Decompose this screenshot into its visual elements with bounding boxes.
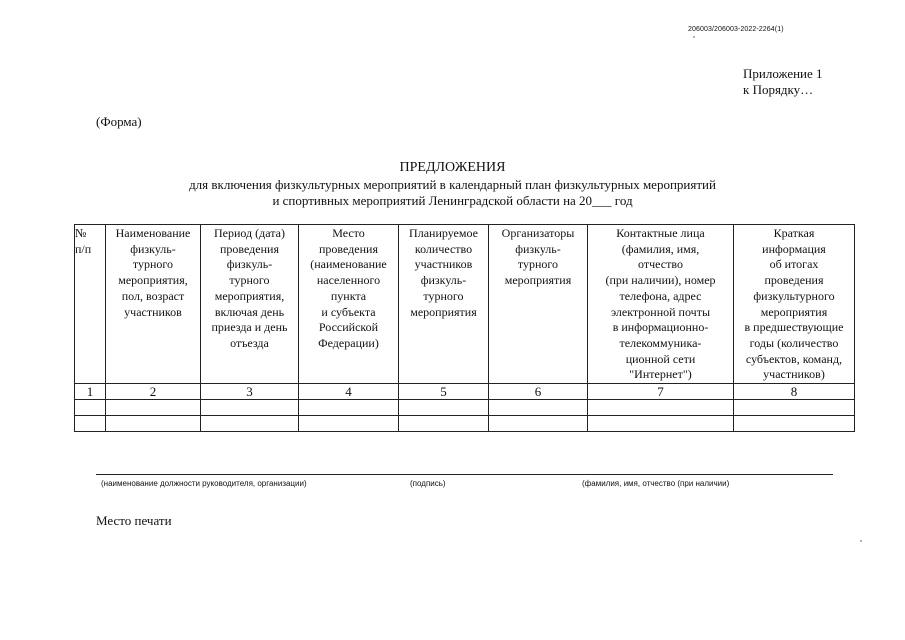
table-cell (588, 400, 734, 416)
scan-speck (860, 540, 862, 542)
column-header-line: проведения (220, 241, 279, 256)
position-caption: (наименование должности руководителя, организации) (101, 479, 307, 488)
table-cell (489, 400, 588, 416)
column-header-line: проведения (764, 273, 824, 288)
column-header-line: Наименование (115, 226, 191, 240)
column-header-line: физкуль- (420, 273, 467, 288)
column-header-line: п/п (75, 241, 92, 256)
column-header-line: проведения (319, 241, 378, 256)
scan-speck (693, 36, 695, 38)
column-header-line: количество (414, 241, 473, 256)
column-header-line: ционной сети (625, 351, 696, 366)
column-number: 6 (489, 384, 588, 400)
proposals-table (74, 224, 855, 432)
document-id: 206003/206003-2022-2264(1) (688, 26, 784, 33)
column-header-line: Период (дата) (213, 226, 285, 240)
table-cell (106, 416, 201, 432)
table-header-row (75, 225, 855, 384)
table-cell (75, 416, 106, 432)
column-header-line: турного (517, 257, 559, 272)
column-header-line: мероприятия, (118, 273, 188, 288)
column-header-line: мероприятия (504, 273, 572, 288)
column-header-line: телекоммуника- (619, 335, 702, 350)
seal-label: Место печати (96, 513, 172, 528)
column-header-line: физкуль- (515, 241, 561, 256)
column-header-line: участников) (763, 367, 825, 382)
table-cell (734, 416, 855, 432)
table-cell (201, 416, 299, 432)
column-header-line: пол, возраст (121, 288, 185, 303)
column-header-line: Федерации) (318, 335, 379, 350)
column-header-line: информация (762, 241, 826, 256)
column-header-line: об итогах (769, 257, 819, 272)
appendix-line-1: Приложение 1 (743, 66, 823, 81)
table-cell (734, 400, 855, 416)
column-header-line: отчество (638, 257, 683, 272)
column-header-line: в предшествующие (744, 320, 844, 335)
column-number: 1 (75, 384, 106, 400)
column-header-line: субъектов, команд, (745, 351, 843, 366)
column-header (106, 225, 201, 384)
column-header-line: участников (414, 257, 473, 272)
column-number: 2 (106, 384, 201, 400)
document-title: ПРЕДЛОЖЕНИЯ (399, 160, 506, 175)
column-number: 5 (399, 384, 489, 400)
column-number: 7 (588, 384, 734, 400)
table-cell (399, 416, 489, 432)
appendix-line-2: к Порядку… (743, 82, 814, 97)
column-header-line: Российской (318, 320, 379, 335)
column-header (299, 225, 399, 384)
column-number: 3 (201, 384, 299, 400)
column-header-line: (при наличии), номер (605, 273, 716, 288)
column-header-line: участников (124, 304, 182, 319)
column-header-line: Планируемое (409, 226, 478, 240)
table-cell (489, 416, 588, 432)
column-header (734, 225, 855, 384)
full-name-caption: (фамилия, имя, отчество (при наличии) (582, 479, 730, 488)
column-header-line: физкуль- (130, 241, 176, 256)
column-header-line: годы (количество (749, 335, 839, 350)
column-header-line: населенного (316, 273, 381, 288)
column-header-line: Контактные лица (616, 226, 705, 240)
column-header-line: турного (229, 273, 270, 288)
column-header-line: Организаторы (501, 226, 575, 240)
column-header-line: (наименование (310, 257, 387, 272)
column-header-line: "Интернет") (629, 367, 692, 382)
column-header (399, 225, 489, 384)
table-row (75, 400, 855, 416)
column-header-line: турного (132, 257, 174, 272)
table-cell (588, 416, 734, 432)
appendix-note (743, 66, 823, 98)
column-header-line: приезда и день (211, 320, 288, 335)
column-header-line: физкуль- (226, 257, 273, 272)
column-header-line: отъезда (230, 335, 269, 350)
column-header-line: и субъекта (321, 304, 376, 319)
table-cell (201, 400, 299, 416)
column-header (588, 225, 734, 384)
column-number: 4 (299, 384, 399, 400)
column-header-line: включая день (214, 304, 285, 319)
column-header-line: мероприятия (410, 304, 477, 319)
table-cell (399, 400, 489, 416)
column-header-line: пункта (330, 288, 367, 303)
column-header-line: мероприятия, (214, 288, 285, 303)
column-header-line: телефона, адрес (619, 288, 702, 303)
document-subtitle-line-1: для включения физкультурных мероприятий в календарный план физкультурных мероприятий (189, 177, 716, 192)
column-header-line: физкультурного (753, 288, 835, 303)
signature-caption: (подпись) (410, 479, 446, 488)
table-cell (75, 400, 106, 416)
column-header (489, 225, 588, 384)
table-cell (106, 400, 201, 416)
column-header-line: Краткая (773, 226, 815, 240)
column-header-line: Место (332, 226, 365, 240)
column-header-line: (фамилия, имя, (621, 241, 700, 256)
column-header-line: в информационно- (612, 320, 709, 335)
table-cell (299, 416, 399, 432)
table-cell (299, 400, 399, 416)
form-label: (Форма) (96, 114, 142, 129)
column-header-line: турного (423, 288, 464, 303)
column-header-line: № (75, 226, 87, 240)
column-header (75, 225, 106, 384)
table-row (75, 416, 855, 432)
document-subtitle-line-2: и спортивных мероприятий Ленинградской области на 20___ год (272, 193, 633, 208)
column-header (201, 225, 299, 384)
column-number-row (75, 384, 855, 400)
column-number: 8 (734, 384, 855, 400)
column-header-line: мероприятия (760, 304, 828, 319)
column-header-line: электронной почты (610, 304, 711, 319)
signature-line (96, 474, 833, 475)
